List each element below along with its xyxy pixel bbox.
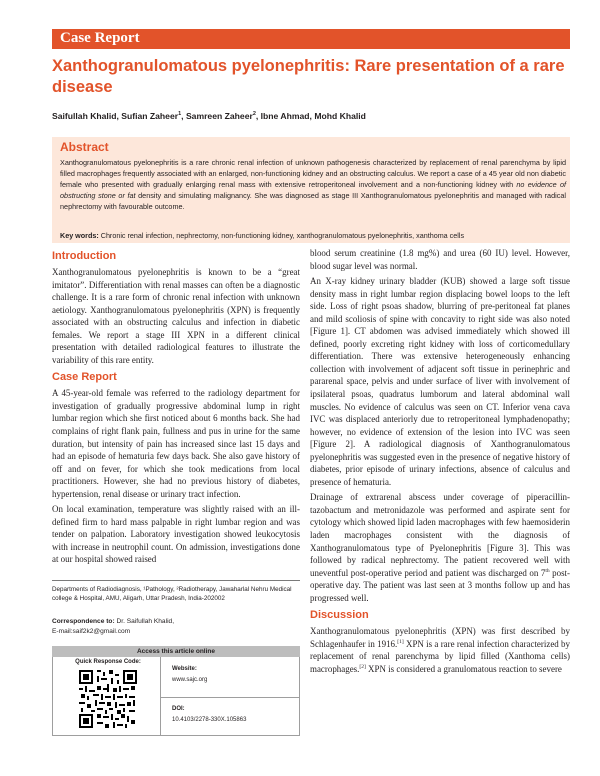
corr-label: Correspondence to: — [52, 618, 115, 625]
access-hdivider — [160, 697, 300, 698]
section-label: Case Report — [60, 30, 140, 46]
discussion-heading: Discussion — [310, 609, 369, 622]
case-paragraph-4: An X-ray kidney urinary bladder (KUB) showed a large soft tissue density mass in right lumbar region displacing bowel loops to the left side. Loss of right psoas shadow, blurring of pre-peritoneal fat planes and mild scoliosis of spine with concavity to right side was also noted [Figure 1]. CT abdomen was advised immediately which showed ill defined, poorly excreting right kidney with loss of corticomedullary differentiation. There was extensive heterogeneously enhancing collection with involvement of adjacent soft tissue in perinephric and pararenal space, pelvis and under surface of liver with involvement of ipsilateral psoas, quadratus lumborum and lateral abdominal wall muscles. No evidence of calculus was seen on CT. Inferior vena cava IVC was displaced anteriorly due to retroperitoneal lymphadenopathy; however, no evidence of extension of the lesion into IVC was seen [Figure 2]. A radiological diagnosis of Xanthogranulomatous pyelonephritis was suggested even in the presence of negative history of diabetes, prior episode of urinary infections, absence of calculus and presence of hematuria. — [310, 276, 570, 487]
section-header-bar — [52, 29, 570, 49]
affiliations: Departments of Radiodiagnosis, ¹Pathology, ²Radiotherapy, Jawaharlal Nehru Medical college & Hospital, AMU, Aligarh, Uttar Pradesh, India-202002 — [52, 586, 292, 602]
author-name: Saifullah Khalid — [52, 111, 117, 121]
abstract-emphasis: no evidence of obstructing stone or fat — [60, 180, 566, 200]
author-affil-mark: 2 — [252, 111, 256, 118]
qr-label: Quick Response Code: — [75, 659, 141, 665]
doi-link[interactable]: 10.4103/2278-330X.105863 — [172, 717, 247, 723]
case-paragraph-1: A 45-year-old female was referred to the radiology department for investigation of gradually progressive abdominal lump in right lumbar region which she first noticed about 6 months back. She had complains of right flank pain, fullness and pus in urine for the same duration, but intensity of pain has increased since last 15 days and had an episode of hematuria few days back. She also gave history of off and on fever, for which she took medications from local practitioners. However, she had no previous history of diabetes, hypertension, renal disease or urinary tract infection. — [52, 388, 300, 499]
correspondence — [52, 617, 300, 637]
footnote-rule — [52, 580, 300, 581]
corr-email[interactable]: E-mail:saif2k2@gmail.com — [52, 628, 131, 635]
left-column — [52, 245, 300, 569]
access-heading: Access this article online — [52, 646, 300, 657]
case-paragraph-5: Drainage of extrarenal abscess under coverage of piperacillin-tazobactum and metronidazole was performed and aspirate sent for cytology which showed lipid laden macrophages with few haemosiderin laden macrophages consistent with the diagnosis of Xanthogranulomatous type of Pyelonephritis [Figure 3]. This was followed by radical nephrectomy. The patient recovered well with uneventful post-operative period and patient was discharged on 7th post-operative day. The patient was last seen at 3 months follow up and has progressed well. — [310, 492, 571, 603]
keywords-list: Chronic renal infection, nephrectomy, non-functioning kidney, xanthogranulomatous pyelonephritis, xanthoma cells — [98, 231, 465, 240]
case-paragraph-2: On local examination, temperature was slightly raised with an ill-defined firm to hard mass palpable in right lumbar region and was tender on palpation. Laboratory investigation showed leukocytosis with increase in neutrophil count. On admission, investigations done at our hospital showed raised — [52, 504, 300, 565]
doi-label: DOI: — [172, 706, 185, 712]
keywords — [60, 231, 568, 241]
citation-ref[interactable]: [1] — [397, 638, 404, 645]
intro-heading: Introduction — [52, 250, 117, 262]
article-title: Xanthogranulomatous pyelonephritis: Rare presentation of a rare disease — [52, 57, 565, 96]
abstract-body: Xanthogranulomatous pyelonephritis is a rare chronic renal infection of unknown pathogenesis characterized by replacement of renal parenchyma by lipid filled macrophages frequently associated with an enlarged, non-functioning kidney and an obstructing calculus. We report a case of a 45 year old non diabetic female who presented with gradually enlarging renal mass with extensive retroperitoneal involvement and a non-functioning kidney with no evidence of obstructing stone or fat density and simulating malignancy. She was diagnosed as stage III Xanthogranulomatous pyelonephritis and managed with radical nephrectomy with favourable outcome. — [60, 158, 567, 211]
author-name: Mohd Khalid — [314, 111, 366, 121]
keywords-label: Key words: — [60, 231, 99, 240]
qr-code-icon — [79, 670, 137, 728]
author-affil-mark: 1 — [178, 111, 182, 118]
abstract-heading: Abstract — [60, 140, 109, 154]
author-name: Sufian Zaheer — [121, 111, 179, 121]
intro-paragraph: Xanthogranulomatous pyelonephritis is known to be a “great imitator”. Differentiation with renal masses can often be a diagnostic challenge. It is a rare form of chronic renal infection with unknown aetiology. Xanthogranulomatous pyelonephritis (XPN) is frequently associated with an obstructing calculus and infection in diabetic females. We report a stage III XPN in a different clinical presentation with detailed radiological features to illustrate the variability of this rare entity. — [52, 267, 300, 365]
corr-name: Dr. Saifullah Khalid, — [114, 618, 175, 625]
case-heading: Case Report — [52, 371, 117, 384]
discussion-paragraph: Xanthogranulomatous pyelonephritis (XPN) was first described by Schlagenhaufer in 1916.[1] XPN is a rare renal infection characterized by replacement of renal parenchyma by lipid filled (Xanthoma cells) macrophages.[2] XPN is considered a granulomatous reaction to severe — [310, 626, 570, 674]
author-name: Samreen Zaheer — [185, 111, 253, 121]
citation-ref[interactable]: [2] — [359, 663, 366, 670]
case-paragraph-3: blood serum creatinine (1.8 mg%) and urea (60 IU) level. However, blood sugar level was normal. — [310, 248, 570, 271]
right-column — [310, 247, 570, 679]
author-list: Saifullah Khalid, Sufian Zaheer$^1$, Samreen Zaheer$^2$, Ibne Ahmad, Mohd Khalid — [52, 111, 366, 121]
website-link[interactable]: www.sajc.org — [172, 677, 208, 683]
author-name: Ibne Ahmad — [260, 111, 310, 121]
website-label: Website: — [172, 666, 197, 672]
